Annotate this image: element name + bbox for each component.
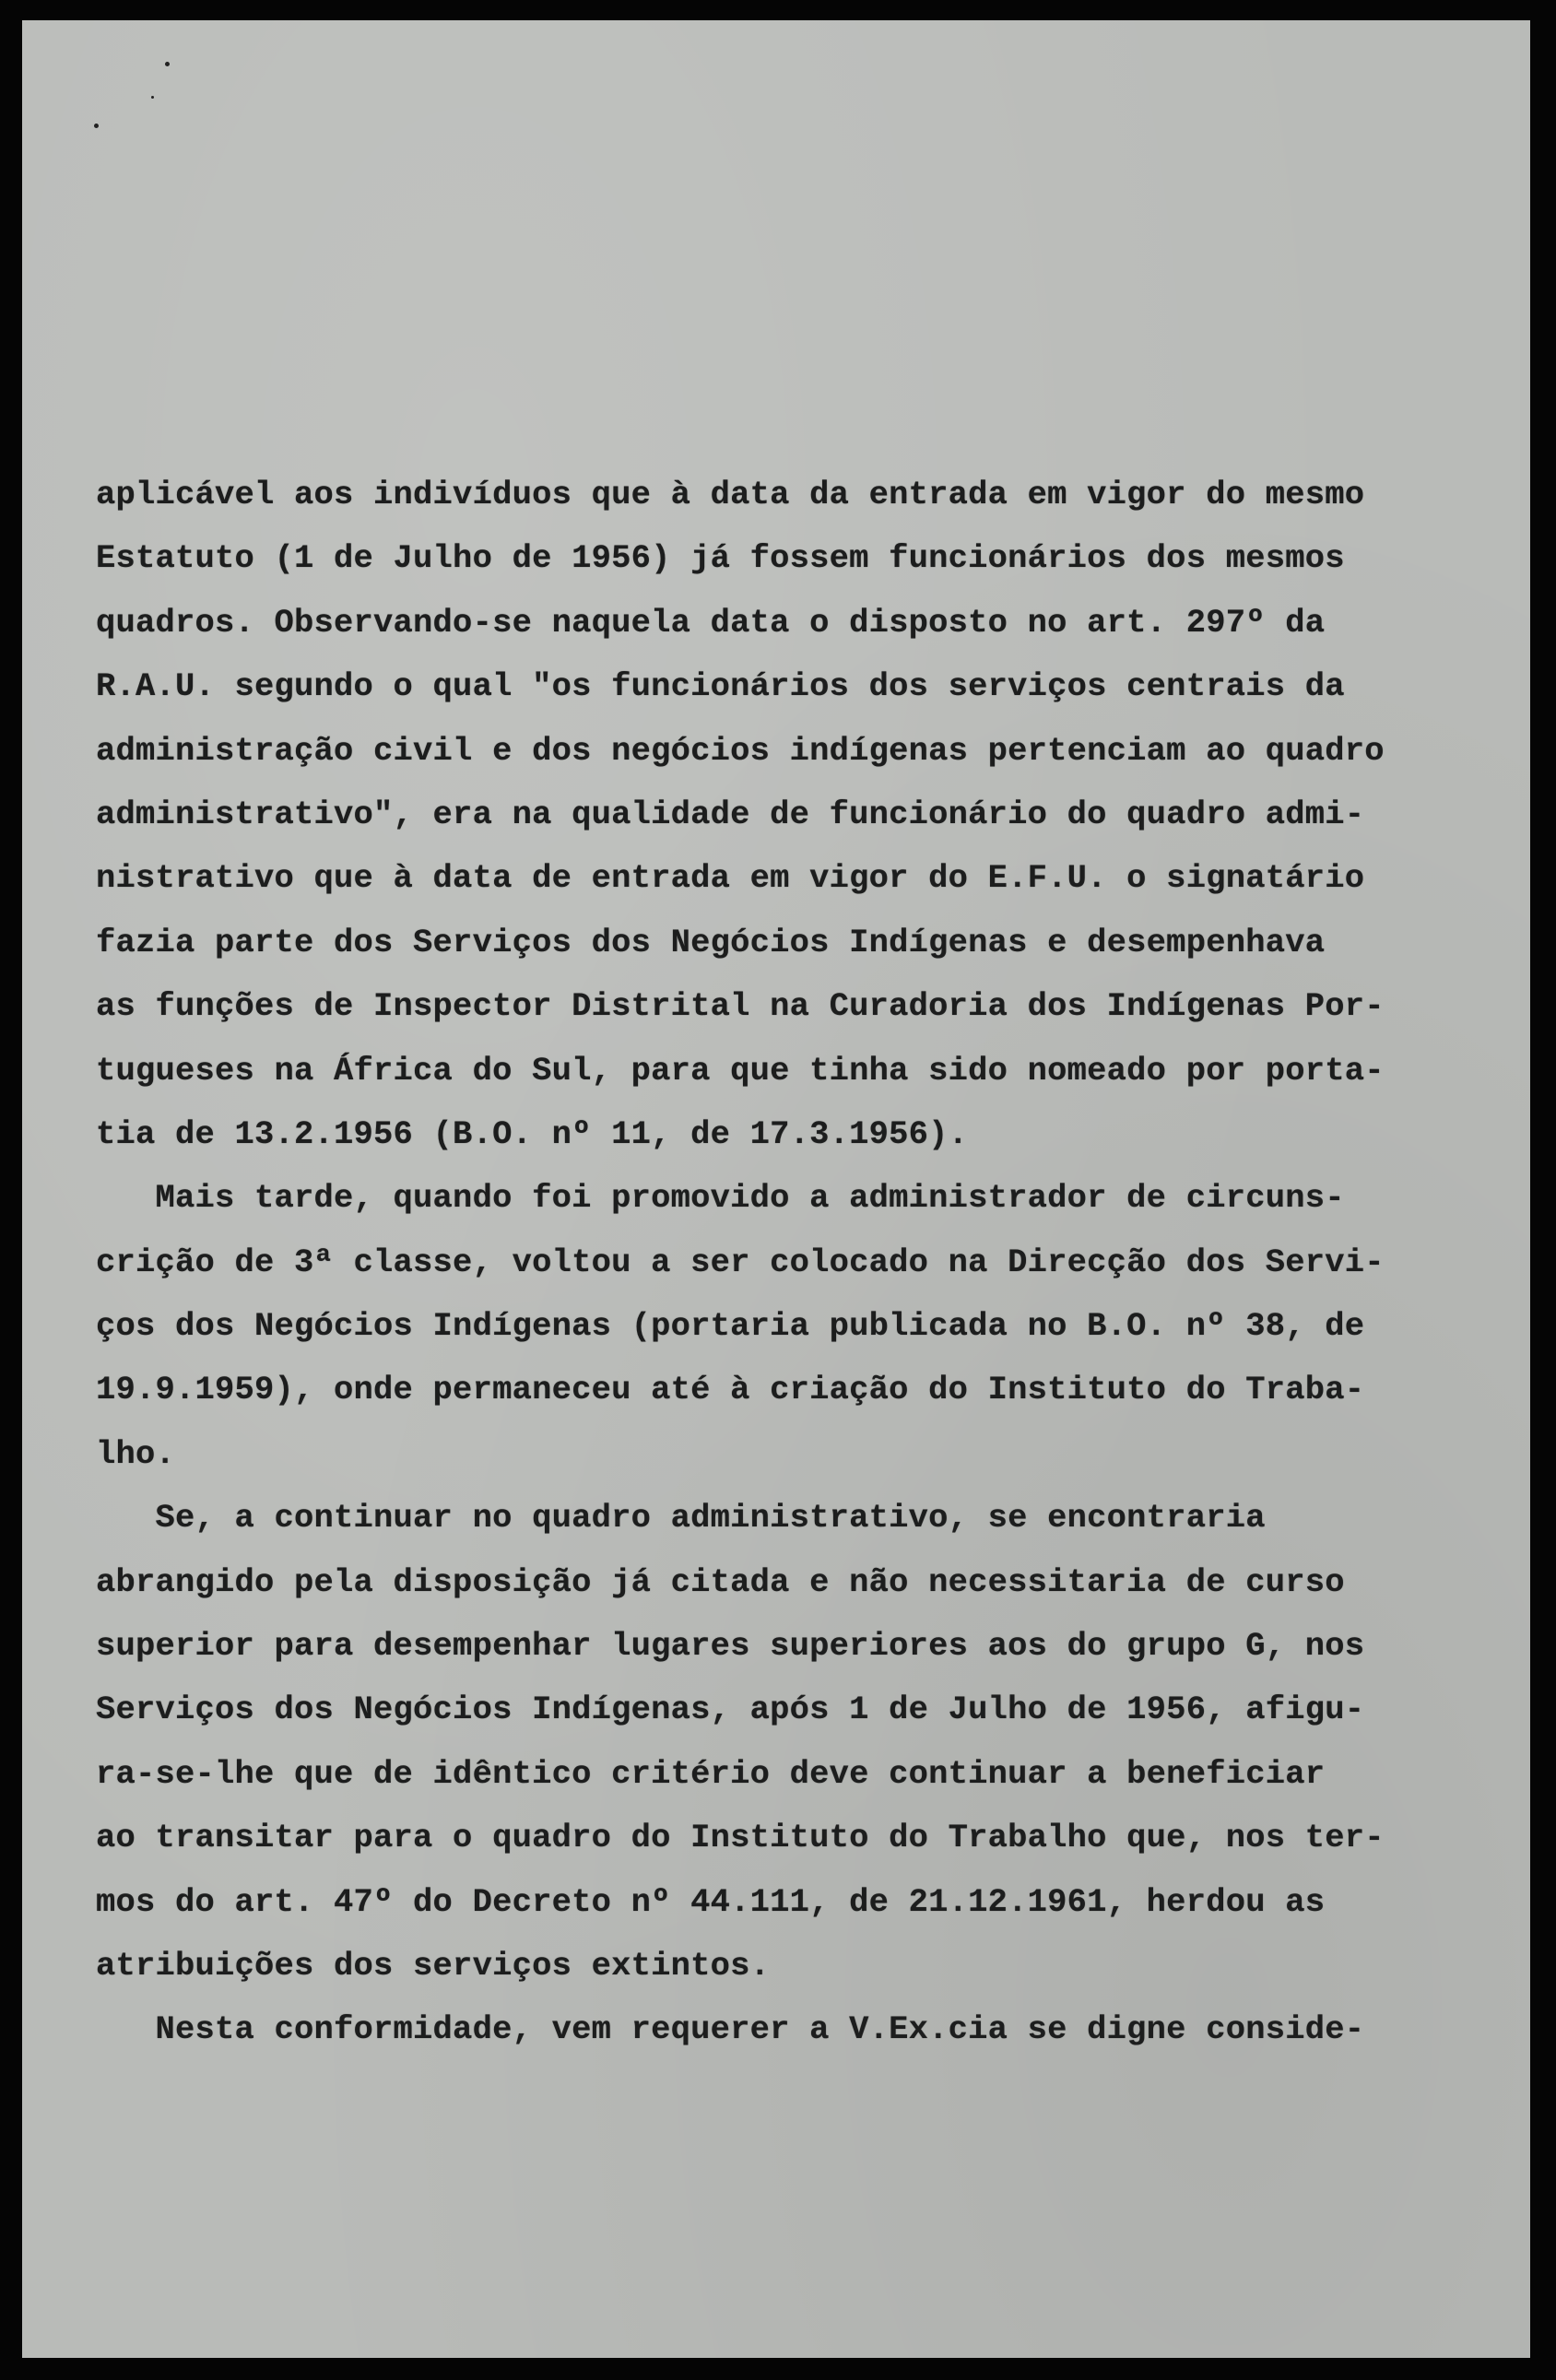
text-line: lho. [96,1434,176,1473]
ink-speck [165,62,170,66]
text-line: quadros. Observando-se naquela data o disposto no art. 297º da [96,603,1326,642]
text-line: tia de 13.2.1956 (B.O. nº 11, de 17.3.1956). [96,1114,969,1153]
paragraph-3 [96,1486,1385,1997]
text-line: superior para desempenhar lugares superiores aos do grupo G, nos [96,1627,1365,1666]
text-line: mos do art. 47º do Decreto nº 44.111, de 21.12.1961, herdou as [96,1882,1326,1921]
text-line: nistrativo que à data de entrada em vigor do E.F.U. o signatário [96,859,1365,898]
ink-speck [94,124,99,128]
paragraph-4 [96,1997,1368,2061]
text-line: R.A.U. segundo o qual "os funcionários dos serviços centrais da [96,667,1345,706]
ink-speck [151,96,154,99]
text-line: abrangido pela disposição já citada e não necessitaria de curso [96,1562,1345,1601]
text-line: crição de 3ª classe, voltou a ser colocado na Direcção dos Servi- [96,1243,1385,1281]
text-line: 19.9.1959), onde permaneceu até à criação do Instituto do Traba- [96,1371,1365,1409]
text-line: Estatuto (1 de Julho de 1956) já fossem funcionários dos mesmos [96,539,1345,578]
text-line: tugueses na África do Sul, para que tinha sido nomeado por porta- [96,1051,1385,1090]
text-line: administração civil e dos negócios indígenas pertenciam ao quadro [96,731,1385,770]
text-line: administrativo", era na qualidade de funcionário do quadro admi- [96,795,1365,833]
text-line: aplicável aos indivíduos que à data da entrada em vigor do mesmo [96,476,1365,513]
text-line: Se, a continuar no quadro administrativo, se encontraria [96,1499,1266,1538]
text-line: Nesta conformidade, vem requerer a V.Ex.cia se digne conside- [96,2010,1365,2049]
text-line: Serviços dos Negócios Indígenas, após 1 de Julho de 1956, afigu- [96,1691,1365,1729]
scanned-page [22,20,1530,2358]
paragraph-2 [96,1166,1385,1486]
text-line: ao transitar para o quadro do Instituto do Trabalho que, nos ter- [96,1819,1385,1857]
text-line: atribuições dos serviços extintos. [96,1946,771,1985]
text-line: ços dos Negócios Indígenas (portaria publicada no B.O. nº 38, de [96,1307,1365,1346]
text-line: Mais tarde, quando foi promovido a administrador de circuns- [96,1179,1345,1218]
text-line: fazia parte dos Serviços dos Negócios Indígenas e desempenhava [96,923,1326,961]
text-line: as funções de Inspector Distrital na Curadoria dos Indígenas Por- [96,987,1385,1026]
paragraph-1 [96,463,1385,1166]
text-line: ra-se-lhe que de idêntico critério deve continuar a beneficiar [96,1754,1326,1793]
document-body [96,463,1385,2062]
